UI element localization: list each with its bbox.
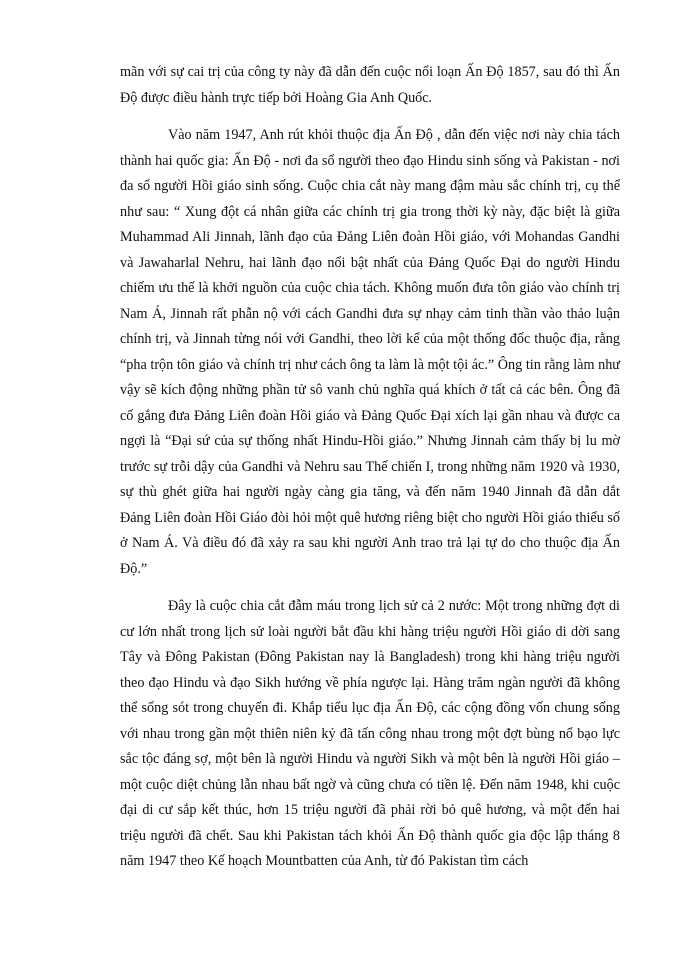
paragraph-migration-violence: Đây là cuộc chia cắt đẫm máu trong lịch sử cả 2 nước: Một trong những đợt di cư lớn nhất trong lịch sử loài người bắt đầu khi hàng triệu người Hồi giáo di dời sang Tây và Đông Pakistan (Đông Pakistan nay là Bangladesh) trong khi hàng triệu người theo đạo Hindu và đạo Sikh hướng về phía ngược lại. Hàng trăm ngàn người đã không thể sống sót trong chuyến đi. Khắp tiểu lục địa Ấn Độ, các cộng đồng vốn chung sống với nhau trong gần một thiên niên kỷ đã tấn công nhau trong một đợt bùng nổ bạo lực sắc tộc đáng sợ, một bên là người Hindu và người Sikh và một bên là người Hồi giáo – một cuộc diệt chủng lẫn nhau bất ngờ và cũng chưa có tiền lệ. Đến năm 1948, khi cuộc đại di cư sắp kết thúc, hơn 15 triệu người đã phải rời bỏ quê hương, và một đến hai triệu người đã chết. Sau khi Pakistan tách khỏi Ấn Độ thành quốc gia độc lập tháng 8 năm 1947 theo Kế hoạch Mountbatten của Anh, từ đó Pakistan tìm cách (120, 598, 620, 869)
paragraph-colonial-rule: mãn với sự cai trị của công ty này đã dẫn đến cuộc nổi loạn Ấn Độ 1857, sau đó thì Ấn Độ được điều hành trực tiếp bởi Hoàng Gia Anh Quốc. (120, 64, 620, 106)
document-body (120, 60, 620, 887)
paragraph-partition-politics: Vào năm 1947, Anh rút khỏi thuộc địa Ấn Độ , dẫn đến việc nơi này chia tách thành hai quốc gia: Ấn Độ - nơi đa số người theo đạo Hindu sinh sống và Pakistan - nơi đa số người Hồi giáo sinh sống. Cuộc chia cắt này mang đậm màu sắc chính trị, cụ thể như sau: “ Xung đột cá nhân giữa các chính trị gia trong thời kỳ này, đặc biệt là giữa Muhammad Ali Jinnah, lãnh đạo của Đảng Liên đoàn Hồi giáo, với Mohandas Gandhi và Jawaharlal Nehru, hai lãnh đạo nổi bật nhất của Đảng Quốc Đại do người Hindu chiếm ưu thế là khởi nguồn của cuộc chia tách. Không muốn đưa tôn giáo vào chính trị Nam Á, Jinnah rất phẫn nộ với cách Gandhi đưa sự nhạy cảm tinh thần vào thảo luận chính trị, và Jinnah từng nói với Gandhi, theo lời kể của một thống đốc thuộc địa, rằng “pha trộn tôn giáo và chính trị như cách ông ta làm là một tội ác.” Ông tin rằng làm như vậy sẽ kích động những phần tử sô vanh chủ nghĩa quá khích ở tất cả các bên. Ông đã cố gắng đưa Đảng Liên đoàn Hồi giáo và Đảng Quốc Đại xích lại gần nhau và được ca ngợi là “Đại sứ của sự thống nhất Hindu-Hồi giáo.” Nhưng Jinnah cảm thấy bị lu mờ trước sự trỗi dậy của Gandhi và Nehru sau Thế chiến I, trong những năm 1920 và 1930, sự thù ghét giữa hai người ngày càng gia tăng, và đến năm 1940 Jinnah đã dẫn dắt Đảng Liên đoàn Hồi Giáo đòi hỏi một quê hương riêng biệt cho người Hồi giáo thiểu số ở Nam Á. Và điều đó đã xảy ra sau khi người Anh trao trả lại tự do cho thuộc địa Ấn Độ.” (120, 127, 620, 577)
